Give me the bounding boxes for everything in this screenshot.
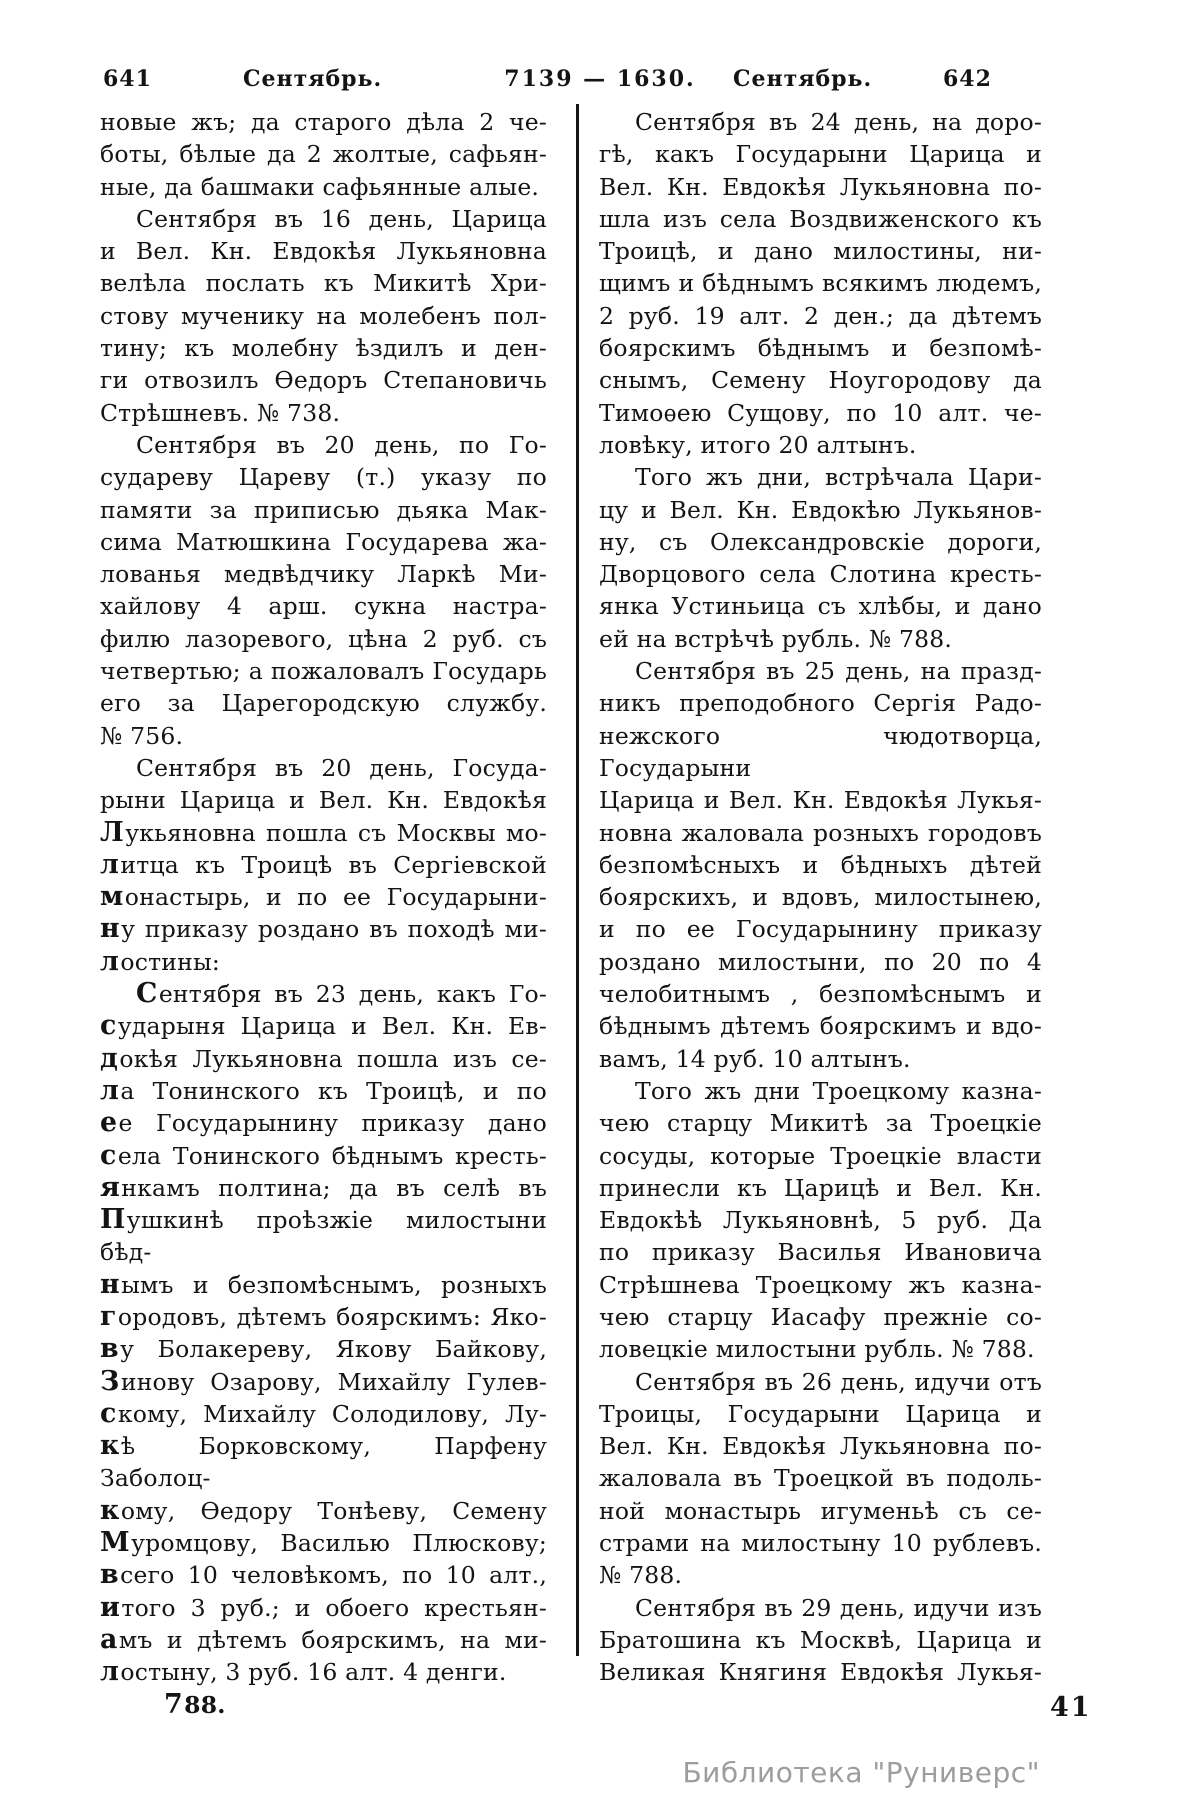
text-line: ла Тонинского къ Троицѣ, и по (100, 1074, 547, 1106)
text-line: Вел. Кн. Евдокѣя Лукьяновна по- (599, 172, 1042, 201)
text-line: сима Матюшкина Государева жа- (100, 527, 547, 556)
text-line: Великая Княгиня Евдокѣя Лукья- (599, 1658, 1042, 1687)
text-line: докѣя Лукьяновна пошла изъ се- (100, 1042, 547, 1074)
text-line: Дворцового села Слотина кресть- (599, 560, 1042, 589)
text-line: челобитнымъ , безпомѣснымъ и (599, 980, 1042, 1009)
text-line: безпомѣсныхъ и бѣдныхъ дѣтей (599, 850, 1042, 879)
text-line: чею старцу Иасафу прежніе со- (599, 1302, 1042, 1331)
text-line: лостыну, 3 руб. 16 алт. 4 денги. (100, 1656, 507, 1688)
text-line: ну приказу роздано въ походѣ ми- (100, 913, 547, 945)
paragraph (599, 655, 1042, 1075)
text-line: Сентября въ 20 день, Госуда- (136, 753, 547, 782)
text-line: ной монастырь игуменьѣ съ се- (599, 1496, 1042, 1525)
text-line: монастырь, и по ее Государыни- (100, 881, 547, 913)
text-line: четвертью; а пожаловалъ Государь (100, 657, 547, 686)
paragraph (599, 1075, 1042, 1366)
text-line: ловѣку, итого 20 алтынъ. (599, 430, 917, 459)
text-line: боярскимъ бѣднымъ и безпомѣ- (599, 334, 1042, 363)
paragraph (100, 978, 547, 1689)
column-divider-rule (576, 104, 579, 1656)
text-line: № 756. (100, 721, 184, 750)
library-watermark: Библиотека "Руниверс" (682, 1756, 1040, 1789)
text-line: Троицѣ, и дано милостины, ни- (599, 237, 1042, 266)
text-line: жаловала въ Троецкой въ подоль- (599, 1464, 1042, 1493)
text-line: его за Царегородскую службу. (100, 689, 547, 718)
text-line: филю лазоревого, цѣна 2 руб. съ (100, 624, 547, 653)
text-line: № 788. (599, 1561, 683, 1590)
text-line: всего 10 человѣкомъ, по 10 алт., (100, 1559, 547, 1591)
text-line: бѣднымъ дѣтемъ боярскимъ и вдо- (599, 1012, 1042, 1041)
text-line: Сентября въ 29 день, идучи изъ (635, 1593, 1042, 1622)
text-line: Муромцову, Василью Плюскову; (100, 1527, 547, 1559)
text-line: Царица и Вел. Кн. Евдокѣя Лукья- (599, 786, 1042, 815)
paragraph (599, 106, 1042, 461)
paragraph (100, 429, 547, 752)
text-line: принесли къ Царицѣ и Вел. Кн. (599, 1173, 1042, 1202)
text-line: ные, да башмаки сафьянные алые. (100, 172, 540, 201)
text-line: Того жъ дни Троецкому казна- (635, 1076, 1042, 1105)
text-line: нежского чюдотворца, Государыни (599, 721, 1042, 782)
text-line: Стрѣшневъ. № 738. (100, 398, 341, 427)
text-line: Сентября въ 24 день, на доро- (635, 108, 1042, 136)
text-line: боты, бѣлые да 2 жолтые, сафьян- (100, 140, 547, 169)
text-line: Лукьяновна пошла съ Москвы мо- (100, 816, 547, 848)
text-line: снымъ, Семену Ноугородову да (599, 366, 1042, 395)
text-line: хайлову 4 арш. сукна настра- (100, 592, 547, 621)
header-month-left: Сентябрь. (243, 66, 383, 92)
text-line: Вел. Кн. Евдокѣя Лукьяновна по- (599, 1432, 1042, 1461)
text-line: вамъ, 14 руб. 10 алтынъ. (599, 1044, 911, 1073)
header-month-right: Сентябрь. (733, 66, 873, 92)
column-right (599, 106, 1042, 1689)
text-line: ей на встрѣчѣ рубль. № 788. (599, 624, 953, 653)
text-line: тину; къ молебну ѣздилъ и ден- (100, 334, 547, 363)
paragraph (100, 203, 547, 429)
text-line: велѣла послать къ Микитѣ Хри- (100, 269, 547, 298)
paragraph (599, 461, 1042, 655)
text-line: памяти за приписью дьяка Мак- (100, 495, 547, 524)
text-line: лостины: (100, 945, 221, 977)
text-line: ловецкіе милостыни рубль. № 788. (599, 1335, 1035, 1364)
text-line: кому, Ѳедору Тонѣеву, Семену (100, 1494, 547, 1526)
header-page-number-left: 641 (103, 66, 152, 92)
text-line: Того жъ дни, встрѣчала Цари- (635, 463, 1042, 492)
text-line: 788. (164, 1688, 226, 1720)
text-line: Сентября въ 16 день, Царица (136, 204, 547, 233)
column-left (100, 106, 547, 1721)
paragraph (100, 106, 547, 203)
header-year-range: 7139 — 1630. (504, 66, 696, 92)
text-line: скому, Михайлу Солодилову, Лу- (100, 1397, 547, 1429)
text-line: щимъ и бѣднымъ всякимъ людемъ, (599, 269, 1042, 298)
text-line: ги отвозилъ Ѳедоръ Степановичь (100, 366, 547, 395)
text-line: ее Государынину приказу дано (100, 1107, 547, 1139)
text-line: 2 руб. 19 алт. 2 ден.; да дѣтемъ (599, 301, 1042, 330)
text-line: судареву Цареву (т.) указу по (100, 463, 547, 492)
text-line: Евдокѣѣ Лукьяновнѣ, 5 руб. Да (599, 1206, 1042, 1235)
paragraph (100, 1689, 547, 1721)
text-line: страми на милостыну 10 рублевъ. (599, 1529, 1042, 1558)
text-line: роздано милостыни, по 20 по 4 (599, 947, 1042, 976)
text-line: литца къ Троицѣ въ Сергіевской (100, 848, 547, 880)
text-line: и Вел. Кн. Евдокѣя Лукьяновна (100, 237, 547, 266)
text-line: рыни Царица и Вел. Кн. Евдокѣя (100, 786, 547, 815)
text-line: новые жъ; да старого дѣла 2 че- (100, 108, 547, 136)
quire-signature: 41 (1050, 1692, 1092, 1723)
text-line: сосуды, которые Троецкіе власти (599, 1141, 1042, 1170)
text-line: янкамъ полтина; да въ селѣ въ (100, 1171, 547, 1203)
text-line: Пушкинѣ проѣзжіе милостыни бѣд- (100, 1204, 547, 1267)
text-line: чею старцу Микитѣ за Троецкіе (599, 1109, 1042, 1138)
text-line: Сентября въ 20 день, по Го- (136, 430, 547, 459)
paragraph (599, 1366, 1042, 1592)
text-line: Сентября въ 26 день, идучи отъ (635, 1367, 1042, 1396)
text-line: шла изъ села Воздвиженского къ (599, 204, 1042, 233)
text-line: Зинову Озарову, Михайлу Гулев- (100, 1365, 547, 1397)
text-line: Тимоѳею Сущову, по 10 алт. че- (599, 398, 1042, 427)
text-line: и по ее Государынину приказу (599, 915, 1042, 944)
text-line: Стрѣшнева Троецкому жъ казна- (599, 1270, 1042, 1299)
paragraph (100, 752, 547, 978)
text-line: села Тонинского бѣднымъ кресть- (100, 1139, 547, 1171)
text-line: итого 3 руб.; и обоего крестьян- (100, 1591, 547, 1623)
text-line: гѣ, какъ Государыни Царица и (599, 140, 1042, 169)
text-line: ву Болакереву, Якову Байкову, (100, 1333, 547, 1365)
header-page-number-right: 642 (943, 66, 992, 92)
text-line: новна жаловала розныхъ городовъ (599, 818, 1042, 847)
text-line: стову мученику на молебенъ пол- (100, 301, 547, 330)
text-line: городовъ, дѣтемъ боярскимъ: Яко- (100, 1300, 547, 1332)
text-line: по приказу Василья Ивановича (599, 1238, 1042, 1267)
text-line: амъ и дѣтемъ боярскимъ, на ми- (100, 1623, 547, 1655)
text-line: лованья медвѣдчику Ларкѣ Ми- (100, 560, 547, 589)
text-line: цу и Вел. Кн. Евдокѣю Лукьянов- (599, 495, 1042, 524)
text-line: нымъ и безпомѣснымъ, розныхъ (100, 1268, 547, 1300)
text-line: сударыня Царица и Вел. Кн. Ев- (100, 1010, 547, 1042)
text-line: Братошина къ Москвѣ, Царица и (599, 1625, 1042, 1654)
text-line: янка Устиньица съ хлѣбы, и дано (599, 592, 1042, 621)
text-line: Сентября въ 25 день, на празд- (635, 657, 1042, 686)
text-line: кѣ Борковскому, Парфену Заболоц- (100, 1430, 547, 1493)
paragraph (599, 1592, 1042, 1689)
text-line: ну, съ Олександровскіе дороги, (599, 527, 1042, 556)
text-line: боярскихъ, и вдовъ, милостынею, (599, 883, 1042, 912)
text-line: никъ преподобного Сергія Радо- (599, 689, 1042, 718)
text-line: Сентября въ 23 день, какъ Го- (136, 978, 547, 1010)
text-line: Троицы, Государыни Царица и (599, 1399, 1042, 1428)
